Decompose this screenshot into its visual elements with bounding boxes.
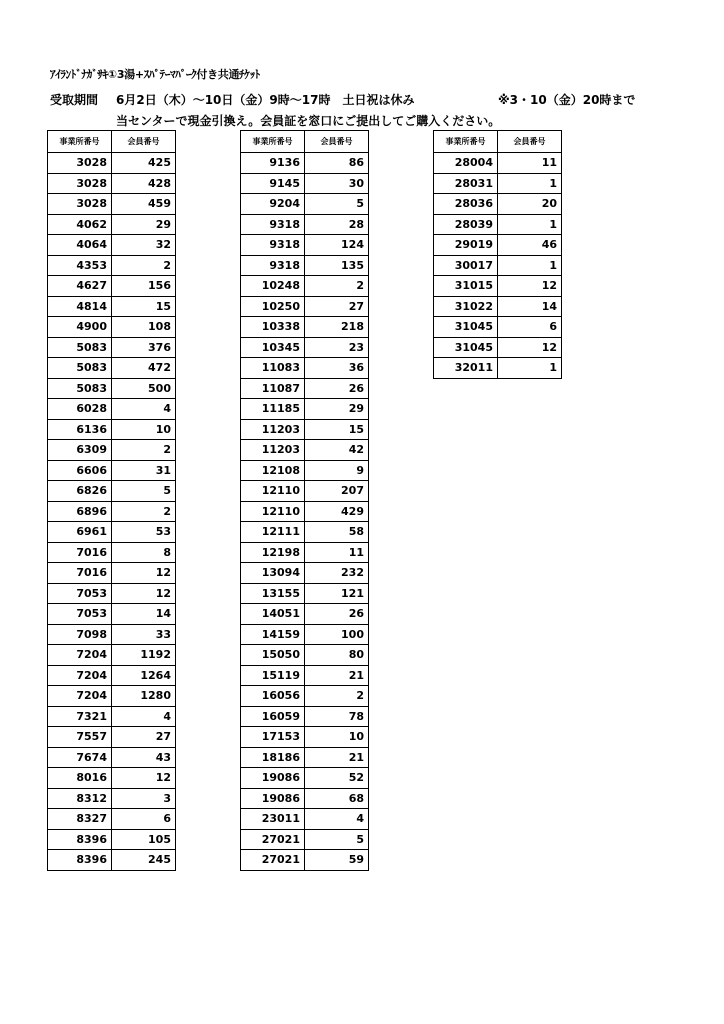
table-row <box>48 317 176 338</box>
table-row <box>434 337 562 358</box>
office-number-cell: 7321 <box>48 706 112 727</box>
table-row <box>241 214 369 235</box>
member-number-cell: 21 <box>305 665 369 686</box>
table-row <box>48 194 176 215</box>
member-number-cell: 1 <box>498 173 562 194</box>
table-row <box>241 440 369 461</box>
member-number-cell: 2 <box>112 440 176 461</box>
table-row <box>241 747 369 768</box>
period-label: 受取期間 <box>50 93 99 107</box>
office-number-header: 事業所番号 <box>241 131 305 153</box>
table-row <box>241 337 369 358</box>
office-number-cell: 7053 <box>48 583 112 604</box>
member-number-cell: 2 <box>305 686 369 707</box>
member-number-cell: 156 <box>112 276 176 297</box>
member-number-cell: 12 <box>112 768 176 789</box>
office-number-cell: 12110 <box>241 481 305 502</box>
office-number-cell: 9204 <box>241 194 305 215</box>
office-number-cell: 7674 <box>48 747 112 768</box>
member-number-cell: 36 <box>305 358 369 379</box>
table-row <box>48 583 176 604</box>
member-number-cell: 2 <box>112 501 176 522</box>
office-number-cell: 7098 <box>48 624 112 645</box>
office-number-cell: 19086 <box>241 768 305 789</box>
member-number-cell: 26 <box>305 604 369 625</box>
table-row <box>48 706 176 727</box>
table-row <box>241 501 369 522</box>
table-row <box>48 665 176 686</box>
member-number-cell: 5 <box>112 481 176 502</box>
member-number-cell: 232 <box>305 563 369 584</box>
member-number-cell: 26 <box>305 378 369 399</box>
office-number-cell: 11185 <box>241 399 305 420</box>
office-number-cell: 19086 <box>241 788 305 809</box>
table-row <box>434 153 562 174</box>
office-number-header: 事業所番号 <box>434 131 498 153</box>
table-row <box>241 173 369 194</box>
office-number-cell: 4062 <box>48 214 112 235</box>
member-number-cell: 15 <box>112 296 176 317</box>
office-number-cell: 31022 <box>434 296 498 317</box>
table-row <box>48 542 176 563</box>
table-row <box>241 809 369 830</box>
table-row <box>48 440 176 461</box>
member-number-cell: 27 <box>112 727 176 748</box>
office-number-cell: 4064 <box>48 235 112 256</box>
table-row <box>48 419 176 440</box>
member-number-cell: 4 <box>112 399 176 420</box>
member-number-cell: 4 <box>112 706 176 727</box>
member-number-cell: 29 <box>305 399 369 420</box>
exchange-note: 当センターで現金引換え。会員証を窓口にご提出してご購入ください。 <box>116 114 501 128</box>
member-number-cell: 4 <box>305 809 369 830</box>
table-row <box>434 296 562 317</box>
office-number-cell: 3028 <box>48 173 112 194</box>
office-number-cell: 10250 <box>241 296 305 317</box>
office-number-cell: 17153 <box>241 727 305 748</box>
member-number-cell: 1264 <box>112 665 176 686</box>
office-number-cell: 14159 <box>241 624 305 645</box>
office-number-cell: 12108 <box>241 460 305 481</box>
pickup-period <box>50 91 636 108</box>
office-number-cell: 8396 <box>48 829 112 850</box>
table-row <box>241 829 369 850</box>
member-number-cell: 12 <box>498 337 562 358</box>
table-row <box>241 583 369 604</box>
office-number-cell: 30017 <box>434 255 498 276</box>
office-number-cell: 31015 <box>434 276 498 297</box>
table-row <box>241 788 369 809</box>
office-number-cell: 7204 <box>48 686 112 707</box>
table-row <box>48 624 176 645</box>
member-number-cell: 14 <box>112 604 176 625</box>
table-row <box>48 153 176 174</box>
table-row <box>48 481 176 502</box>
office-number-cell: 6826 <box>48 481 112 502</box>
member-number-cell: 80 <box>305 645 369 666</box>
office-number-cell: 23011 <box>241 809 305 830</box>
table-row <box>48 255 176 276</box>
member-number-cell: 1192 <box>112 645 176 666</box>
table-row <box>48 296 176 317</box>
table-row <box>48 829 176 850</box>
office-number-cell: 8312 <box>48 788 112 809</box>
office-number-cell: 8016 <box>48 768 112 789</box>
office-number-cell: 6136 <box>48 419 112 440</box>
member-number-cell: 6 <box>498 317 562 338</box>
member-number-cell: 68 <box>305 788 369 809</box>
office-number-cell: 13094 <box>241 563 305 584</box>
member-number-cell: 12 <box>112 563 176 584</box>
office-number-cell: 10338 <box>241 317 305 338</box>
table-row <box>241 563 369 584</box>
office-number-cell: 16059 <box>241 706 305 727</box>
table-row <box>434 358 562 379</box>
member-number-cell: 29 <box>112 214 176 235</box>
table-row <box>241 276 369 297</box>
member-number-cell: 27 <box>305 296 369 317</box>
member-number-cell: 2 <box>112 255 176 276</box>
office-number-cell: 7204 <box>48 645 112 666</box>
member-number-cell: 108 <box>112 317 176 338</box>
member-number-cell: 42 <box>305 440 369 461</box>
table-row <box>241 522 369 543</box>
table-row <box>48 850 176 871</box>
table-row <box>48 358 176 379</box>
member-number-cell: 11 <box>305 542 369 563</box>
table-row <box>241 768 369 789</box>
member-number-cell: 52 <box>305 768 369 789</box>
office-number-cell: 9136 <box>241 153 305 174</box>
member-number-cell: 59 <box>305 850 369 871</box>
office-number-cell: 5083 <box>48 337 112 358</box>
office-number-cell: 10248 <box>241 276 305 297</box>
table-row <box>48 747 176 768</box>
table-row <box>434 194 562 215</box>
office-number-cell: 4353 <box>48 255 112 276</box>
table-row <box>48 378 176 399</box>
office-number-cell: 28031 <box>434 173 498 194</box>
office-number-cell: 13155 <box>241 583 305 604</box>
table-row <box>241 296 369 317</box>
table-row <box>241 665 369 686</box>
office-number-cell: 3028 <box>48 153 112 174</box>
office-number-cell: 12111 <box>241 522 305 543</box>
office-number-cell: 7557 <box>48 727 112 748</box>
period-note: ※3・10（金）20時まで <box>498 93 636 107</box>
office-number-cell: 6961 <box>48 522 112 543</box>
office-number-cell: 9145 <box>241 173 305 194</box>
page-title: ｱｲﾗﾝﾄﾞﾅｶﾞｻｷ①3湯+ｽﾊﾟﾃｰﾏﾊﾟｰｸ付き共通ﾁｹｯﾄ <box>50 68 260 81</box>
office-number-cell: 6309 <box>48 440 112 461</box>
office-number-cell: 16056 <box>241 686 305 707</box>
office-number-cell: 7204 <box>48 665 112 686</box>
office-number-cell: 31045 <box>434 337 498 358</box>
table-row <box>241 317 369 338</box>
member-number-cell: 10 <box>305 727 369 748</box>
office-number-cell: 4900 <box>48 317 112 338</box>
office-number-cell: 9318 <box>241 235 305 256</box>
member-number-cell: 121 <box>305 583 369 604</box>
office-number-cell: 12198 <box>241 542 305 563</box>
office-number-cell: 8396 <box>48 850 112 871</box>
office-number-cell: 11087 <box>241 378 305 399</box>
member-number-cell: 78 <box>305 706 369 727</box>
member-number-cell: 5 <box>305 194 369 215</box>
member-number-cell: 135 <box>305 255 369 276</box>
member-number-cell: 15 <box>305 419 369 440</box>
member-number-cell: 6 <box>112 809 176 830</box>
member-number-cell: 20 <box>498 194 562 215</box>
member-number-cell: 500 <box>112 378 176 399</box>
member-number-cell: 32 <box>112 235 176 256</box>
member-number-cell: 30 <box>305 173 369 194</box>
table-row <box>434 214 562 235</box>
office-number-cell: 18186 <box>241 747 305 768</box>
member-number-cell: 3 <box>112 788 176 809</box>
member-number-cell: 1 <box>498 214 562 235</box>
period-dates: 6月2日（木）～10日（金）9時～17時 土日祝は休み <box>116 93 415 107</box>
table-row <box>241 419 369 440</box>
office-number-cell: 11083 <box>241 358 305 379</box>
table-row <box>241 850 369 871</box>
member-number-cell: 459 <box>112 194 176 215</box>
table-row <box>48 235 176 256</box>
office-number-cell: 3028 <box>48 194 112 215</box>
member-number-cell: 2 <box>305 276 369 297</box>
table-row <box>241 604 369 625</box>
office-number-cell: 6028 <box>48 399 112 420</box>
office-number-cell: 29019 <box>434 235 498 256</box>
table-row <box>48 276 176 297</box>
office-number-cell: 7053 <box>48 604 112 625</box>
member-number-cell: 11 <box>498 153 562 174</box>
member-number-cell: 1 <box>498 255 562 276</box>
member-number-cell: 1280 <box>112 686 176 707</box>
office-number-cell: 11203 <box>241 440 305 461</box>
table-row <box>48 399 176 420</box>
member-number-cell: 53 <box>112 522 176 543</box>
table-row <box>241 399 369 420</box>
office-number-header: 事業所番号 <box>48 131 112 153</box>
member-number-cell: 428 <box>112 173 176 194</box>
member-number-cell: 105 <box>112 829 176 850</box>
member-number-cell: 1 <box>498 358 562 379</box>
member-number-cell: 46 <box>498 235 562 256</box>
member-number-cell: 23 <box>305 337 369 358</box>
office-number-cell: 8327 <box>48 809 112 830</box>
office-number-cell: 11203 <box>241 419 305 440</box>
member-number-cell: 218 <box>305 317 369 338</box>
table-row <box>48 337 176 358</box>
table-row <box>241 194 369 215</box>
office-number-cell: 12110 <box>241 501 305 522</box>
table-row <box>241 624 369 645</box>
member-number-header: 会員番号 <box>498 131 562 153</box>
member-table-3 <box>433 130 562 379</box>
office-number-cell: 15119 <box>241 665 305 686</box>
member-number-cell: 376 <box>112 337 176 358</box>
table-row <box>48 214 176 235</box>
table-row <box>241 481 369 502</box>
office-number-cell: 9318 <box>241 255 305 276</box>
table-row <box>434 276 562 297</box>
table-row <box>48 460 176 481</box>
member-number-cell: 86 <box>305 153 369 174</box>
table-row <box>48 768 176 789</box>
table-row <box>48 727 176 748</box>
table-row <box>48 173 176 194</box>
table-row <box>241 378 369 399</box>
office-number-cell: 14051 <box>241 604 305 625</box>
member-table-1 <box>47 130 176 871</box>
office-number-cell: 7016 <box>48 542 112 563</box>
member-number-cell: 9 <box>305 460 369 481</box>
office-number-cell: 10345 <box>241 337 305 358</box>
member-number-cell: 58 <box>305 522 369 543</box>
office-number-cell: 5083 <box>48 378 112 399</box>
member-number-header: 会員番号 <box>112 131 176 153</box>
table-row <box>241 358 369 379</box>
office-number-cell: 27021 <box>241 829 305 850</box>
office-number-cell: 6896 <box>48 501 112 522</box>
table-row <box>434 255 562 276</box>
table-row <box>241 645 369 666</box>
office-number-cell: 7016 <box>48 563 112 584</box>
member-number-header: 会員番号 <box>305 131 369 153</box>
office-number-cell: 15050 <box>241 645 305 666</box>
member-number-cell: 472 <box>112 358 176 379</box>
office-number-cell: 6606 <box>48 460 112 481</box>
table-row <box>434 235 562 256</box>
office-number-cell: 28036 <box>434 194 498 215</box>
table-row <box>48 788 176 809</box>
office-number-cell: 4814 <box>48 296 112 317</box>
member-number-cell: 33 <box>112 624 176 645</box>
table-row <box>241 235 369 256</box>
office-number-cell: 4627 <box>48 276 112 297</box>
member-number-cell: 14 <box>498 296 562 317</box>
table-row <box>241 460 369 481</box>
member-number-cell: 21 <box>305 747 369 768</box>
member-number-cell: 12 <box>498 276 562 297</box>
office-number-cell: 31045 <box>434 317 498 338</box>
member-number-cell: 31 <box>112 460 176 481</box>
member-number-cell: 28 <box>305 214 369 235</box>
member-number-cell: 12 <box>112 583 176 604</box>
table-row <box>241 727 369 748</box>
office-number-cell: 28004 <box>434 153 498 174</box>
member-number-cell: 10 <box>112 419 176 440</box>
table-row <box>48 563 176 584</box>
table-row <box>434 317 562 338</box>
member-number-cell: 8 <box>112 542 176 563</box>
member-number-cell: 425 <box>112 153 176 174</box>
member-number-cell: 429 <box>305 501 369 522</box>
office-number-cell: 5083 <box>48 358 112 379</box>
table-row <box>241 706 369 727</box>
office-number-cell: 9318 <box>241 214 305 235</box>
table-row <box>48 645 176 666</box>
member-number-cell: 43 <box>112 747 176 768</box>
member-table-2 <box>240 130 369 871</box>
table-row <box>241 686 369 707</box>
office-number-cell: 28039 <box>434 214 498 235</box>
member-number-cell: 124 <box>305 235 369 256</box>
office-number-cell: 27021 <box>241 850 305 871</box>
table-row <box>48 686 176 707</box>
member-number-cell: 245 <box>112 850 176 871</box>
member-number-cell: 100 <box>305 624 369 645</box>
table-row <box>241 255 369 276</box>
table-row <box>434 173 562 194</box>
member-number-cell: 5 <box>305 829 369 850</box>
table-row <box>48 501 176 522</box>
table-row <box>48 522 176 543</box>
table-row <box>48 604 176 625</box>
table-row <box>48 809 176 830</box>
table-row <box>241 542 369 563</box>
office-number-cell: 32011 <box>434 358 498 379</box>
table-row <box>241 153 369 174</box>
member-number-cell: 207 <box>305 481 369 502</box>
